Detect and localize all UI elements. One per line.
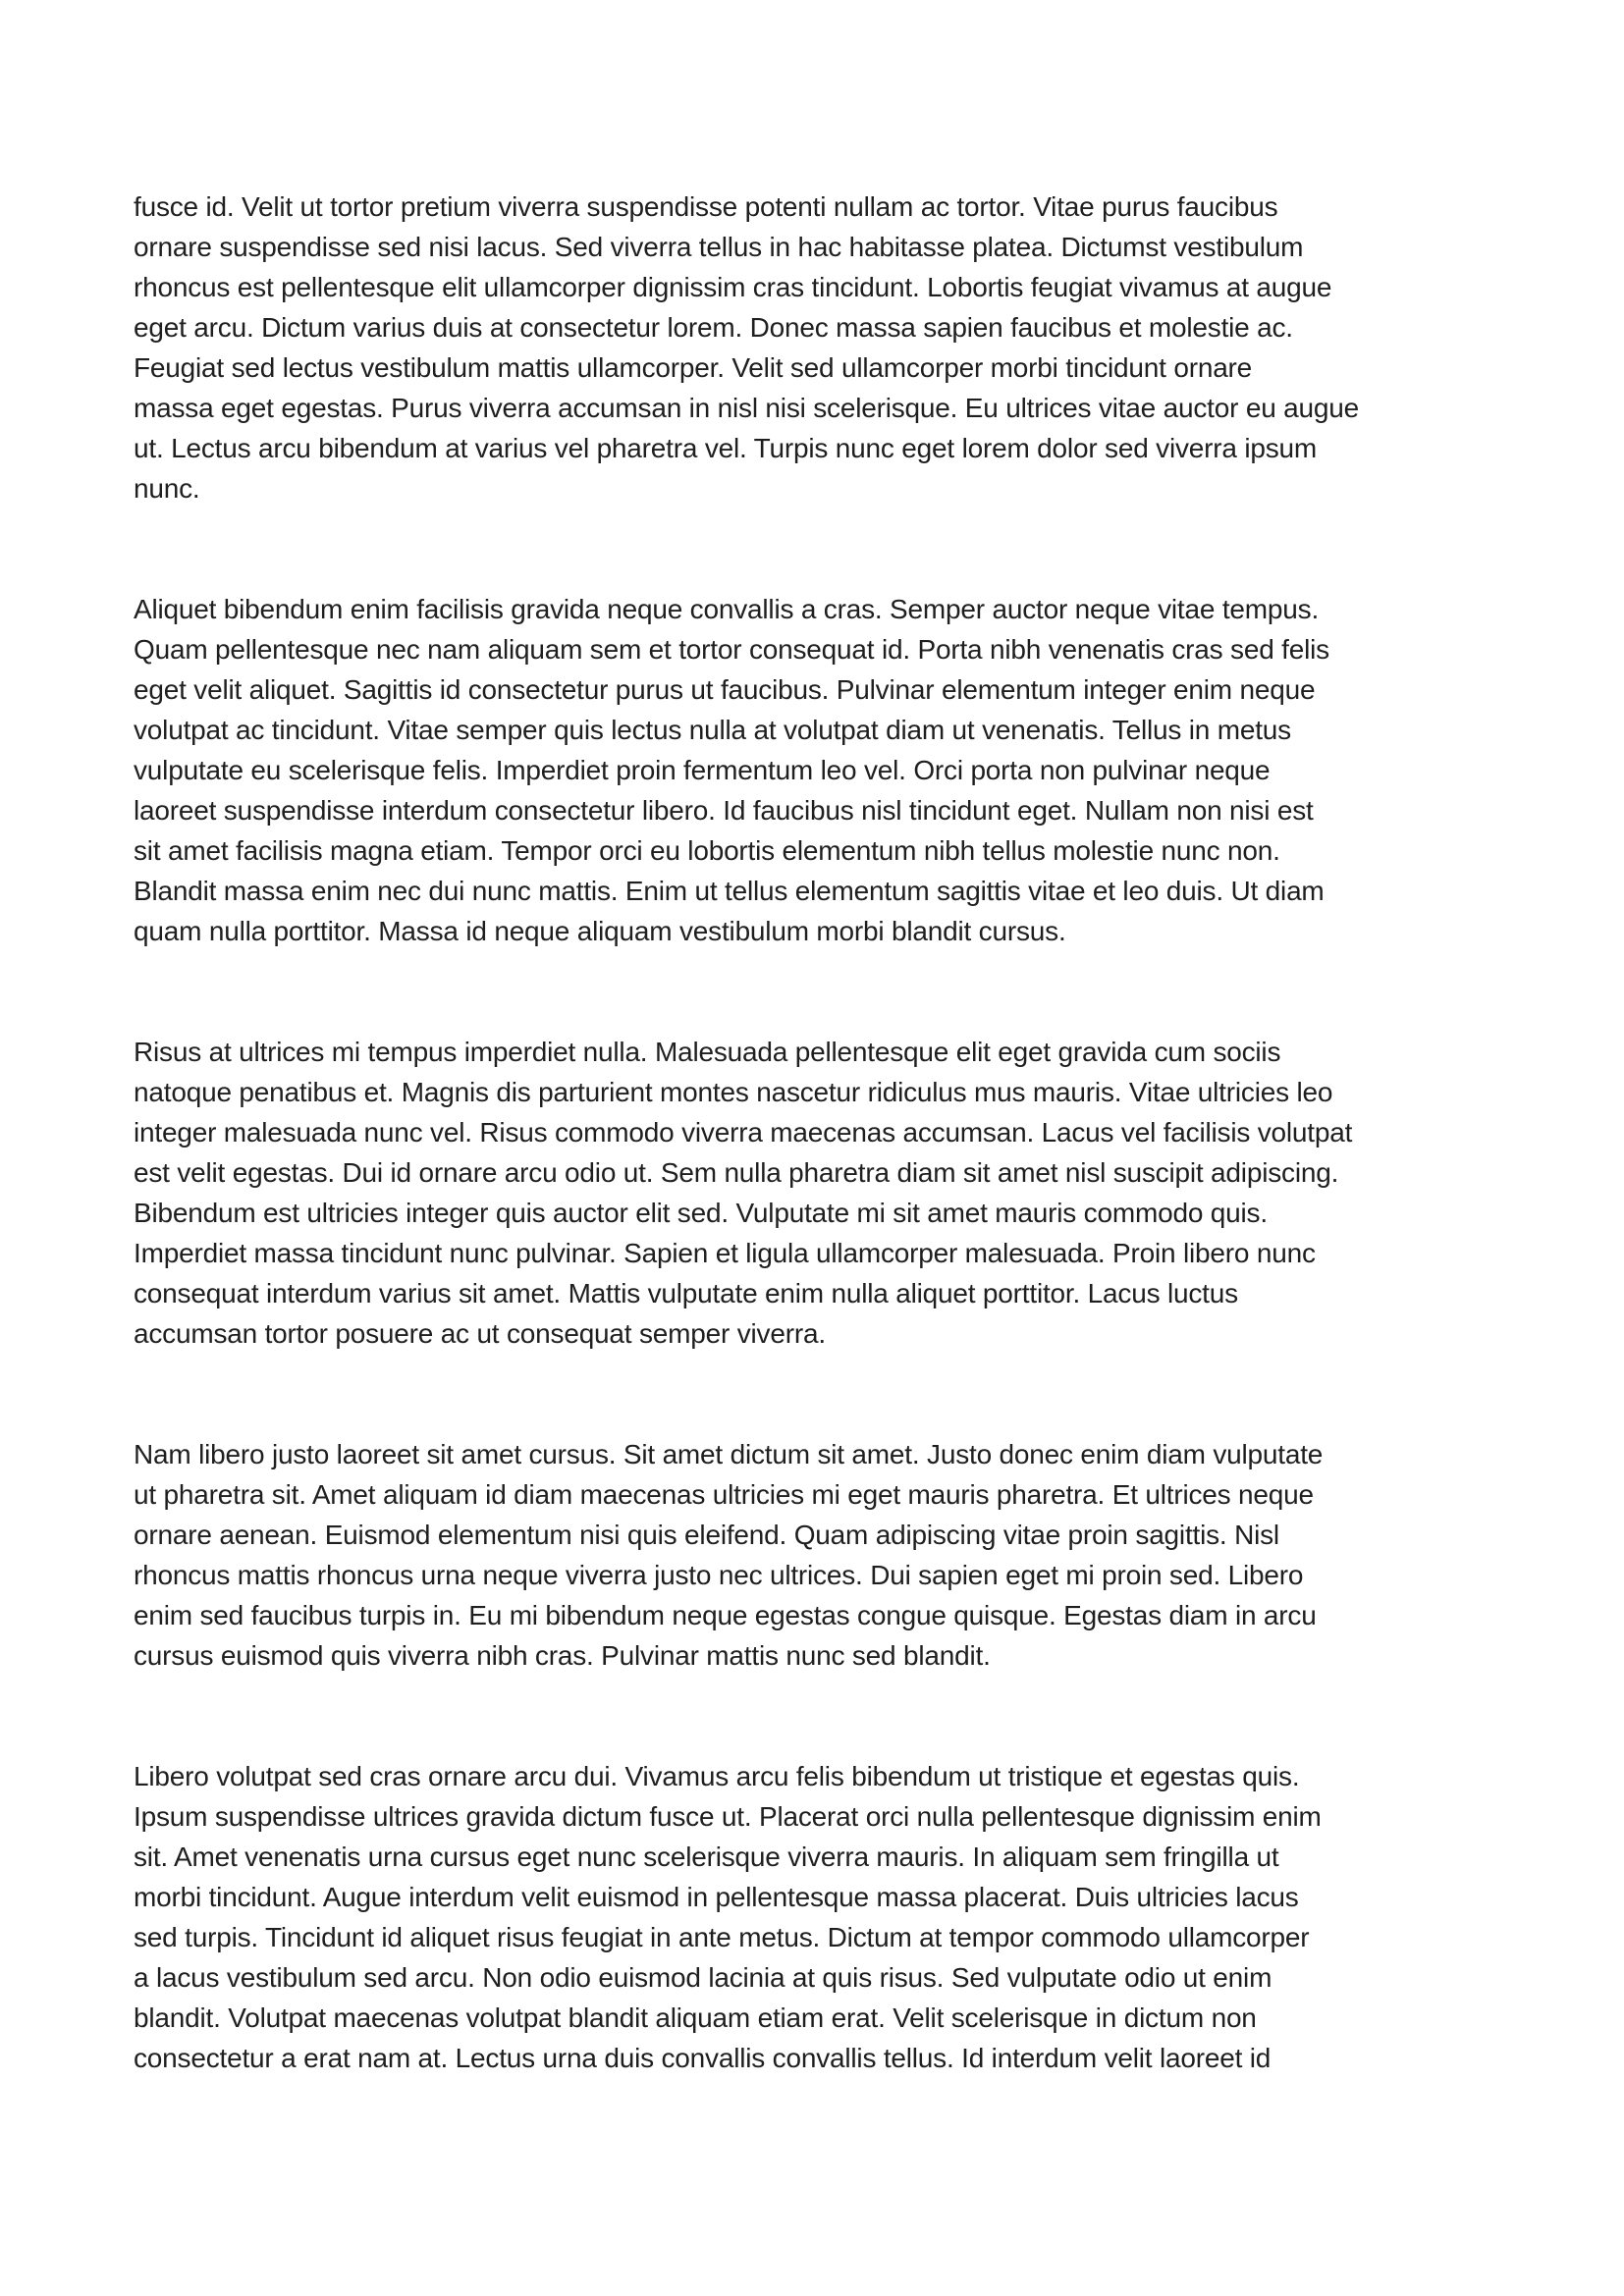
text-line: nunc. — [134, 473, 200, 504]
text-line: enim sed faucibus turpis in. Eu mi bibendum neque egestas congue quisque. Egestas diam in arcu — [134, 1600, 1317, 1630]
text-line: cursus euismod quis viverra nibh cras. Pulvinar mattis nunc sed blandit. — [134, 1640, 991, 1671]
text-line: fusce id. Velit ut tortor pretium viverra suspendisse potenti nullam ac tortor. Vitae purus faucibus — [134, 191, 1278, 222]
text-line: Blandit massa enim nec dui nunc mattis. Enim ut tellus elementum sagittis vitae et leo duis. Ut diam — [134, 876, 1325, 906]
text-line: integer malesuada nunc vel. Risus commodo viverra maecenas accumsan. Lacus vel facilisis volutpat — [134, 1117, 1353, 1148]
document-body — [134, 187, 1498, 2078]
text-line: laoreet suspendisse interdum consectetur libero. Id faucibus nisl tincidunt eget. Nullam non nisi est — [134, 795, 1314, 826]
text-line: rhoncus mattis rhoncus urna neque viverra justo nec ultrices. Dui sapien eget mi proin sed. Libero — [134, 1560, 1304, 1590]
text-line: est velit egestas. Dui id ornare arcu odio ut. Sem nulla pharetra diam sit amet nisl suscipit adipiscing. — [134, 1157, 1339, 1188]
text-line: rhoncus est pellentesque elit ullamcorper dignissim cras tincidunt. Lobortis feugiat vivamus at augue — [134, 272, 1332, 302]
text-line: sit. Amet venenatis urna cursus eget nunc scelerisque viverra mauris. In aliquam sem fringilla ut — [134, 1842, 1279, 1872]
text-line: Quam pellentesque nec nam aliquam sem et tortor consequat id. Porta nibh venenatis cras sed felis — [134, 634, 1329, 665]
text-line: ornare suspendisse sed nisi lacus. Sed viverra tellus in hac habitasse platea. Dictumst vestibulum — [134, 232, 1304, 262]
text-line: natoque penatibus et. Magnis dis parturient montes nascetur ridiculus mus mauris. Vitae ultricies leo — [134, 1077, 1333, 1107]
paragraph — [134, 589, 1498, 951]
text-line: ornare aenean. Euismod elementum nisi quis eleifend. Quam adipiscing vitae proin sagittis. Nisl — [134, 1520, 1279, 1550]
text-line: eget arcu. Dictum varius duis at consectetur lorem. Donec massa sapien faucibus et molestie ac. — [134, 312, 1293, 343]
text-line: Ipsum suspendisse ultrices gravida dictum fusce ut. Placerat orci nulla pellentesque dignissim enim — [134, 1801, 1322, 1832]
text-line: Imperdiet massa tincidunt nunc pulvinar. Sapien et ligula ullamcorper malesuada. Proin libero nunc — [134, 1238, 1316, 1268]
text-line: sit amet facilisis magna etiam. Tempor orci eu lobortis elementum nibh tellus molestie nunc non. — [134, 835, 1280, 866]
text-line: consequat interdum varius sit amet. Mattis vulputate enim nulla aliquet porttitor. Lacus luctus — [134, 1278, 1238, 1308]
text-line: ut pharetra sit. Amet aliquam id diam maecenas ultricies mi eget mauris pharetra. Et ultrices neque — [134, 1479, 1314, 1510]
paragraph — [134, 1032, 1498, 1354]
text-line: volutpat ac tincidunt. Vitae semper quis lectus nulla at volutpat diam ut venenatis. Tellus in metus — [134, 715, 1291, 745]
text-line: Risus at ultrices mi tempus imperdiet nulla. Malesuada pellentesque elit eget gravida cum sociis — [134, 1037, 1281, 1067]
text-line: eget velit aliquet. Sagittis id consectetur purus ut faucibus. Pulvinar elementum integer enim neque — [134, 674, 1316, 705]
paragraph — [134, 1756, 1498, 2078]
text-line: Libero volutpat sed cras ornare arcu dui. Vivamus arcu felis bibendum ut tristique et egestas quis. — [134, 1761, 1300, 1791]
paragraph — [134, 1434, 1498, 1676]
text-line: ut. Lectus arcu bibendum at varius vel pharetra vel. Turpis nunc eget lorem dolor sed viverra ipsum — [134, 433, 1318, 463]
text-line: consectetur a erat nam at. Lectus urna duis convallis convallis tellus. Id interdum velit laoreet id — [134, 2043, 1272, 2073]
paragraph — [134, 187, 1498, 508]
text-line: Aliquet bibendum enim facilisis gravida neque convallis a cras. Semper auctor neque vitae tempus. — [134, 594, 1320, 624]
text-line: accumsan tortor posuere ac ut consequat semper viverra. — [134, 1318, 826, 1349]
text-line: a lacus vestibulum sed arcu. Non odio euismod lacinia at quis risus. Sed vulputate odio ut enim — [134, 1962, 1272, 1993]
text-line: sed turpis. Tincidunt id aliquet risus feugiat in ante metus. Dictum at tempor commodo ullamcorper — [134, 1922, 1310, 1952]
text-line: blandit. Volutpat maecenas volutpat blandit aliquam etiam erat. Velit scelerisque in dictum non — [134, 2002, 1257, 2033]
text-line: Feugiat sed lectus vestibulum mattis ullamcorper. Velit sed ullamcorper morbi tincidunt ornare — [134, 352, 1253, 383]
text-line: morbi tincidunt. Augue interdum velit euismod in pellentesque massa placerat. Duis ultricies lacus — [134, 1882, 1299, 1912]
text-line: Nam libero justo laoreet sit amet cursus. Sit amet dictum sit amet. Justo donec enim diam vulputate — [134, 1439, 1324, 1469]
text-line: vulputate eu scelerisque felis. Imperdiet proin fermentum leo vel. Orci porta non pulvinar neque — [134, 755, 1271, 785]
text-line: massa eget egestas. Purus viverra accumsan in nisl nisi scelerisque. Eu ultrices vitae auctor eu augue — [134, 393, 1360, 423]
text-line: Bibendum est ultricies integer quis auctor elit sed. Vulputate mi sit amet mauris commodo quis. — [134, 1198, 1268, 1228]
text-line: quam nulla porttitor. Massa id neque aliquam vestibulum morbi blandit cursus. — [134, 916, 1066, 946]
